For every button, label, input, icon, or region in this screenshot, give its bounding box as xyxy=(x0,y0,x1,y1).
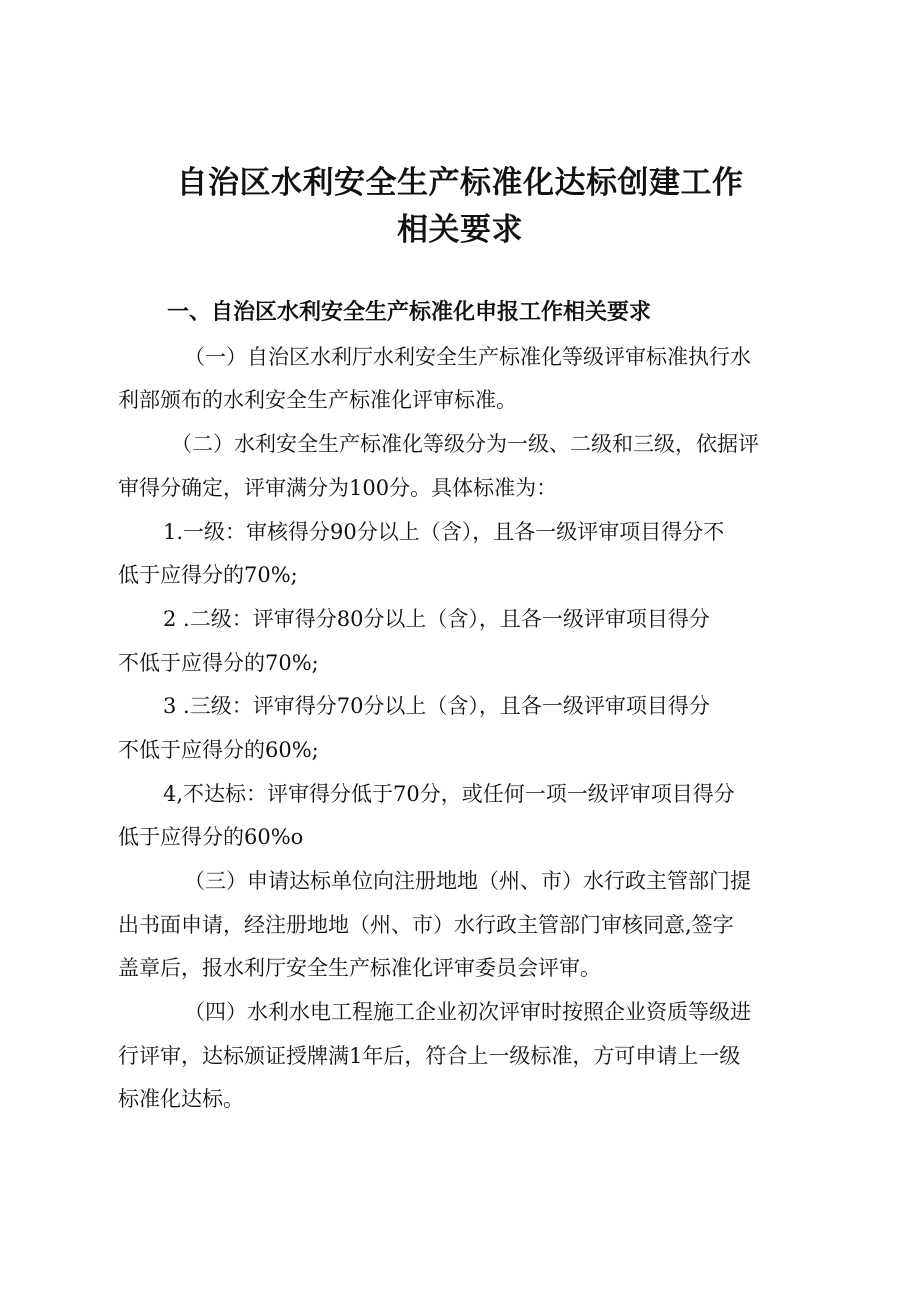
paragraph-3-line-3: 盖章后，报水利厅安全生产标准化评审委员会评审。 xyxy=(118,956,601,980)
item-1-line-2: 低于应得分的70%; xyxy=(118,563,298,587)
item-3-line-2: 不低于应得分的60%; xyxy=(118,738,319,762)
paragraph-4-line-2: 行评审，达标颁证授牌满1年后，符合上一级标准，方可申请上一级 xyxy=(118,1044,741,1068)
document-title-line2: 相关要求 xyxy=(397,212,523,248)
document-title-line1: 自治区水利安全生产标准化达标创建工作 xyxy=(176,165,744,201)
item-1-line-1: 1.一级：审核得分90分以上（含），且各一级评审项目得分不 xyxy=(163,520,725,544)
paragraph-4-line-1: （四）水利水电工程施工企业初次评审时按照企业资质等级进 xyxy=(184,1000,751,1024)
paragraph-1-line-2: 利部颁布的水利安全生产标准化评审标准。 xyxy=(118,388,517,412)
paragraph-2-line-2: 审得分确定，评审满分为100分。具体标准为： xyxy=(118,476,558,500)
item-2-line-2: 不低于应得分的70%; xyxy=(118,651,319,675)
paragraph-1-line-1: （一）自治区水利厅水利安全生产标准化等级评审标准执行水 xyxy=(184,345,751,369)
section-heading-1: 一、自治区水利安全生产标准化申报工作相关要求 xyxy=(167,300,652,325)
item-4-line-2: 低于应得分的60%o xyxy=(118,825,304,849)
paragraph-2-line-1: （二）水利安全生产标准化等级分为一级、二级和三级，依据评 xyxy=(171,432,759,456)
paragraph-3-line-1: （三）申请达标单位向注册地地（州、市）水行政主管部门提 xyxy=(184,869,751,893)
item-3-line-1: 3 .三级：评审得分70分以上（含），且各一级评审项目得分 xyxy=(163,694,710,718)
item-4-line-1: 4,不达标：评审得分低于70分，或任何一项一级评审项目得分 xyxy=(163,782,735,806)
paragraph-4-line-3: 标准化达标。 xyxy=(118,1087,244,1111)
item-2-line-1: 2 .二级：评审得分80分以上（含），且各一级评审项目得分 xyxy=(163,607,710,631)
paragraph-3-line-2: 出书面申请，经注册地地（州、市）水行政主管部门审核同意,签字 xyxy=(118,913,734,937)
